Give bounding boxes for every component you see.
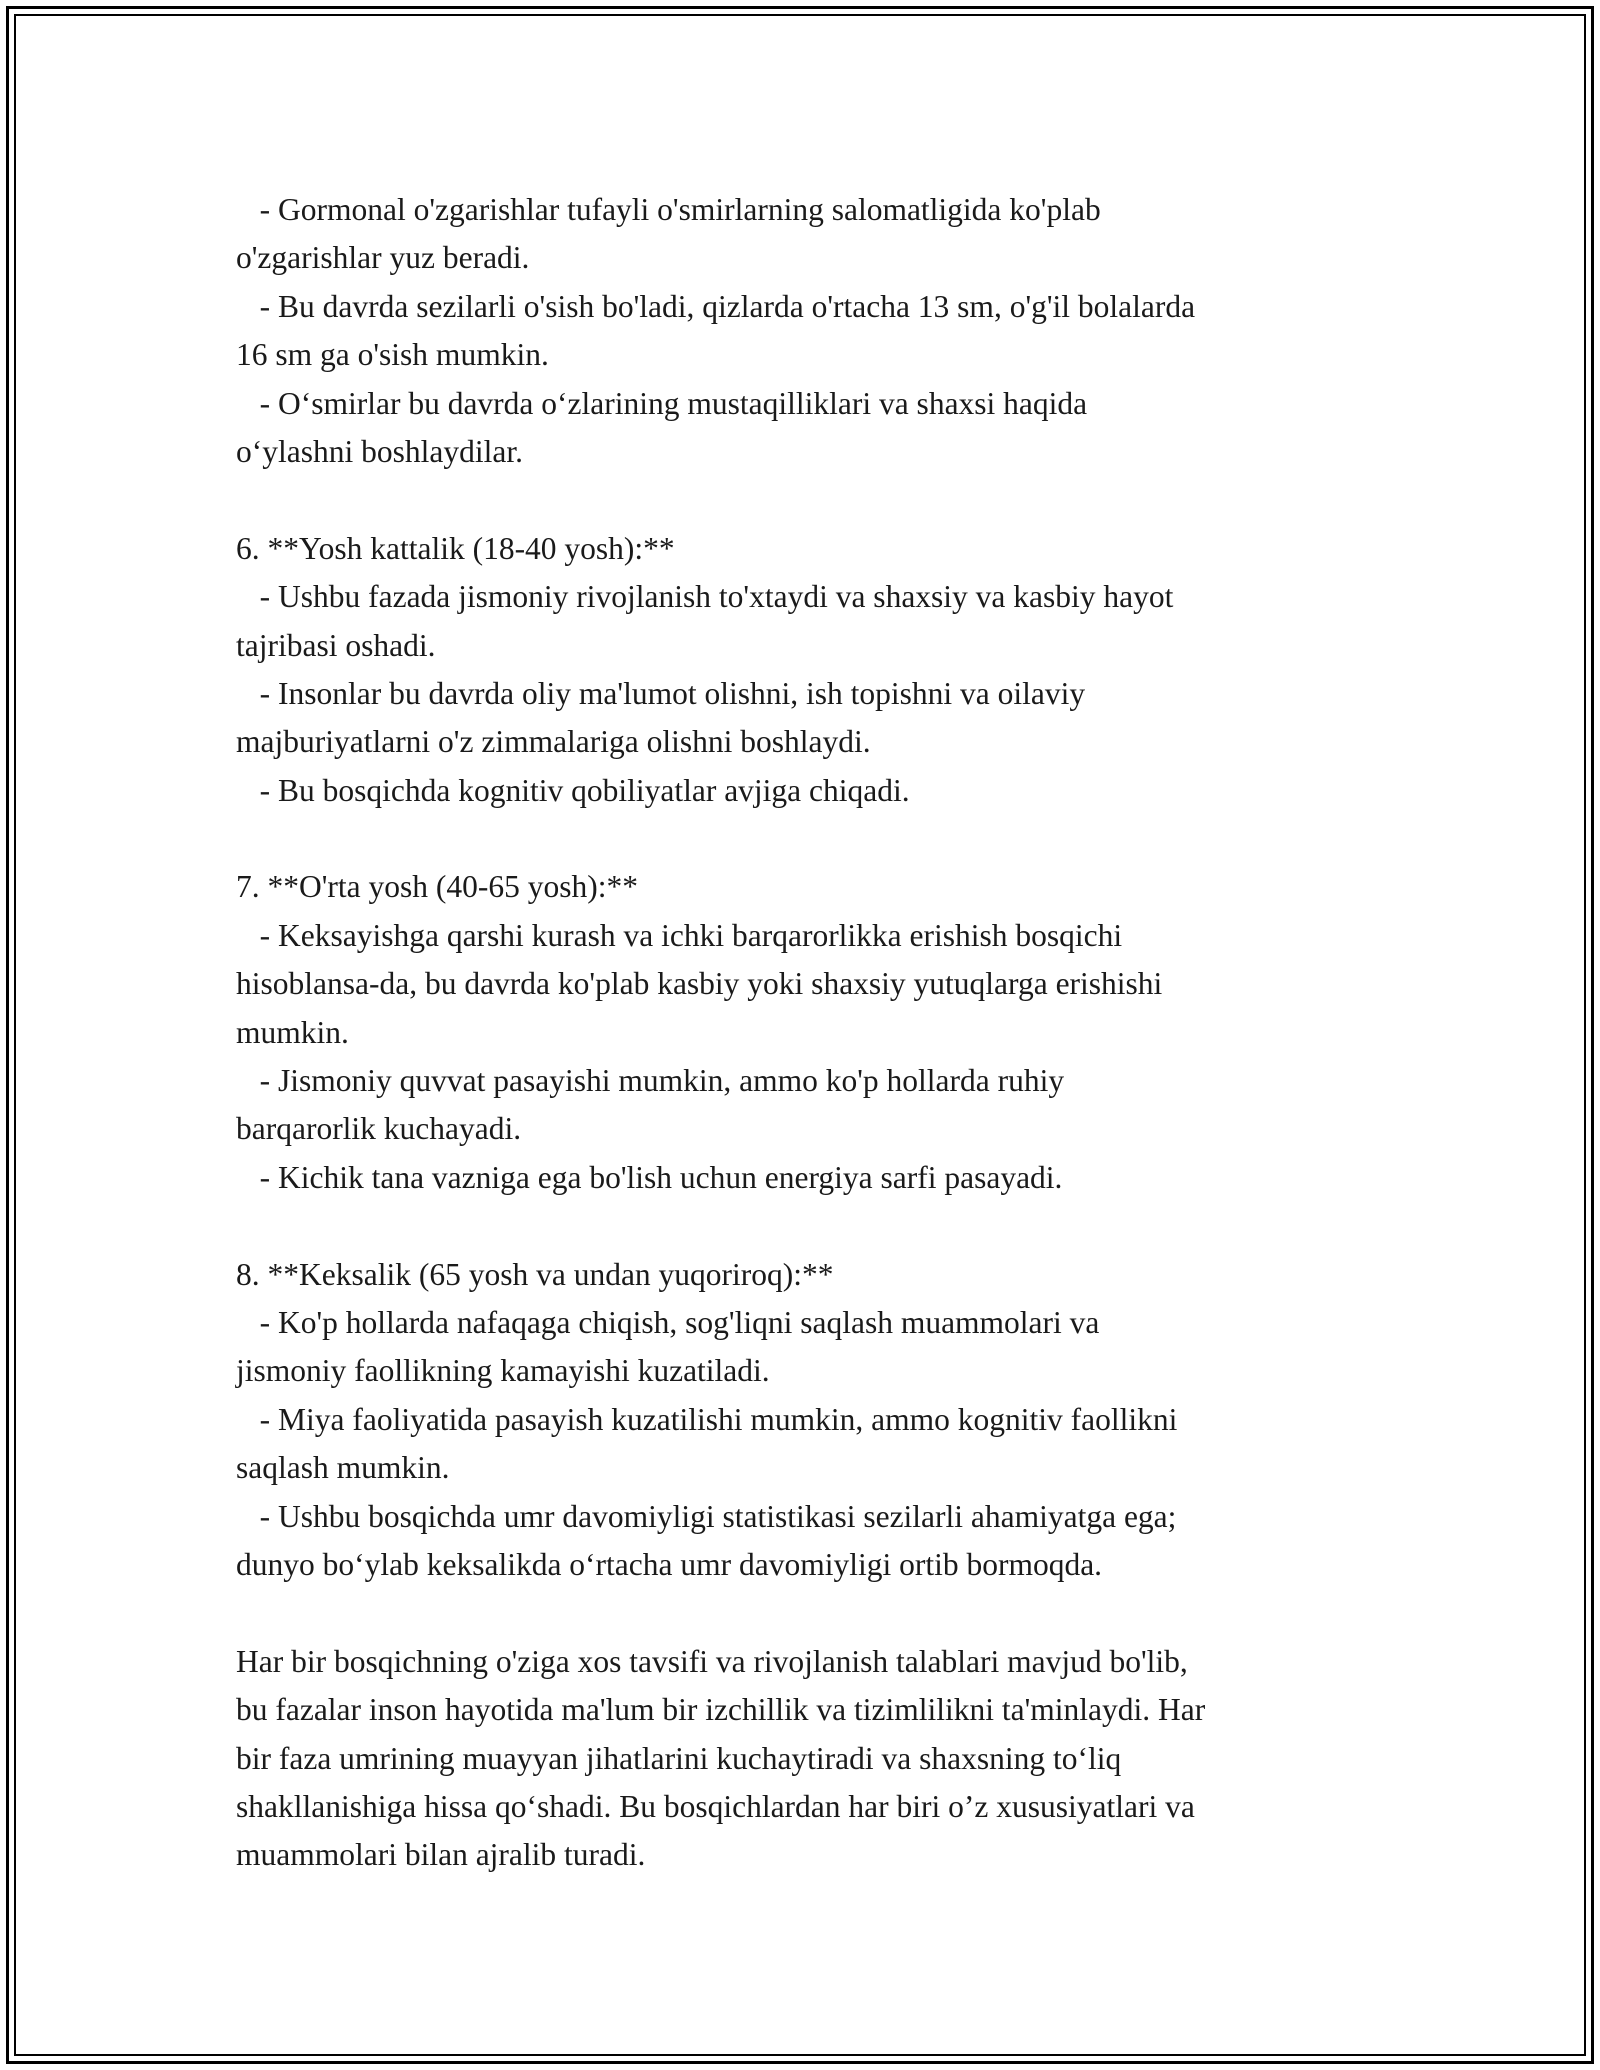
- text-line: - Jismoniy quvvat pasayishi mumkin, ammo ko'p hollarda ruhiy: [236, 1063, 1065, 1099]
- conclusion-paragraph: [236, 1638, 1386, 1880]
- section-heading: 6. **Yosh kattalik (18-40 yosh):**: [236, 530, 675, 566]
- text-line: - Ushbu fazada jismoniy rivojlanish to'xtaydi va shaxsiy va kasbiy hayot: [236, 579, 1174, 615]
- intro-block: [236, 186, 1386, 476]
- text-line: - Ushbu bosqichda umr davomiyligi statistikasi sezilarli ahamiyatga ega;: [236, 1498, 1177, 1534]
- text-line: Har bir bosqichning o'ziga xos tavsifi va rivojlanish talablari mavjud bo'lib,: [236, 1643, 1188, 1679]
- text-line: saqlash mumkin.: [236, 1450, 450, 1486]
- section-old-age: [236, 1251, 1386, 1590]
- text-line: - Kichik tana vazniga ega bo'lish uchun energiya sarfi pasayadi.: [236, 1159, 1063, 1195]
- text-line: 16 sm ga o'sish mumkin.: [236, 337, 549, 373]
- text-line: bu fazalar inson hayotida ma'lum bir izchillik va tizimlilikni ta'minlaydi. Har: [236, 1692, 1206, 1728]
- text-line: - Bu davrda sezilarli o'sish bo'ladi, qizlarda o'rtacha 13 sm, o'g'il bolalarda: [236, 288, 1196, 324]
- text-line: o‘ylashni boshlaydilar.: [236, 433, 523, 469]
- paragraph-gap: [236, 1202, 1386, 1250]
- text-line: tajribasi oshadi.: [236, 627, 436, 663]
- section-heading: 8. **Keksalik (65 yosh va undan yuqoriroq):**: [236, 1256, 834, 1292]
- section-young-adulthood: [236, 525, 1386, 815]
- text-line: barqarorlik kuchayadi.: [236, 1111, 522, 1147]
- section-middle-age: [236, 863, 1386, 1202]
- text-line: hisoblansa-da, bu davrda ko'plab kasbiy yoki shaxsiy yutuqlarga erishishi: [236, 966, 1163, 1002]
- text-line: dunyo bo‘ylab keksalikda o‘rtacha umr davomiyligi ortib bormoqda.: [236, 1546, 1103, 1582]
- text-line: majburiyatlarni o'z zimmalariga olishni boshlaydi.: [236, 724, 871, 760]
- text-line: mumkin.: [236, 1014, 349, 1050]
- text-line: - Gormonal o'zgarishlar tufayli o'smirlarning salomatligida ko'plab: [236, 192, 1101, 227]
- text-line: - O‘smirlar bu davrda o‘zlarining mustaqilliklari va shaxsi haqida: [236, 385, 1088, 421]
- text-line: - Miya faoliyatida pasayish kuzatilishi mumkin, ammo kognitiv faollikni: [236, 1401, 1178, 1437]
- paragraph-gap: [236, 1589, 1386, 1637]
- text-line: muammolari bilan ajralib turadi.: [236, 1837, 646, 1873]
- text-line: bir faza umrining muayyan jihatlarini kuchaytiradi va shaxsning to‘liq: [236, 1740, 1122, 1776]
- paragraph-gap: [236, 815, 1386, 863]
- text-line: - Bu bosqichda kognitiv qobiliyatlar avjiga chiqadi.: [236, 772, 910, 808]
- section-heading: 7. **O'rta yosh (40-65 yosh):**: [236, 869, 639, 905]
- text-line: shakllanishiga hissa qo‘shadi. Bu bosqichlardan har biri o’z xususiyatlari va: [236, 1788, 1195, 1824]
- text-line: - Keksayishga qarshi kurash va ichki barqarorlikka erishish bosqichi: [236, 917, 1123, 953]
- text-line: o'zgarishlar yuz beradi.: [236, 240, 530, 276]
- text-line: - Insonlar bu davrda oliy ma'lumot olishni, ish topishni va oilaviy: [236, 675, 1086, 711]
- text-line: jismoniy faollikning kamayishi kuzatiladi.: [236, 1353, 770, 1389]
- text-line: - Ko'p hollarda nafaqaga chiqish, sog'liqni saqlash muammolari va: [236, 1304, 1100, 1340]
- document-body: [236, 186, 1386, 1880]
- paragraph-gap: [236, 476, 1386, 524]
